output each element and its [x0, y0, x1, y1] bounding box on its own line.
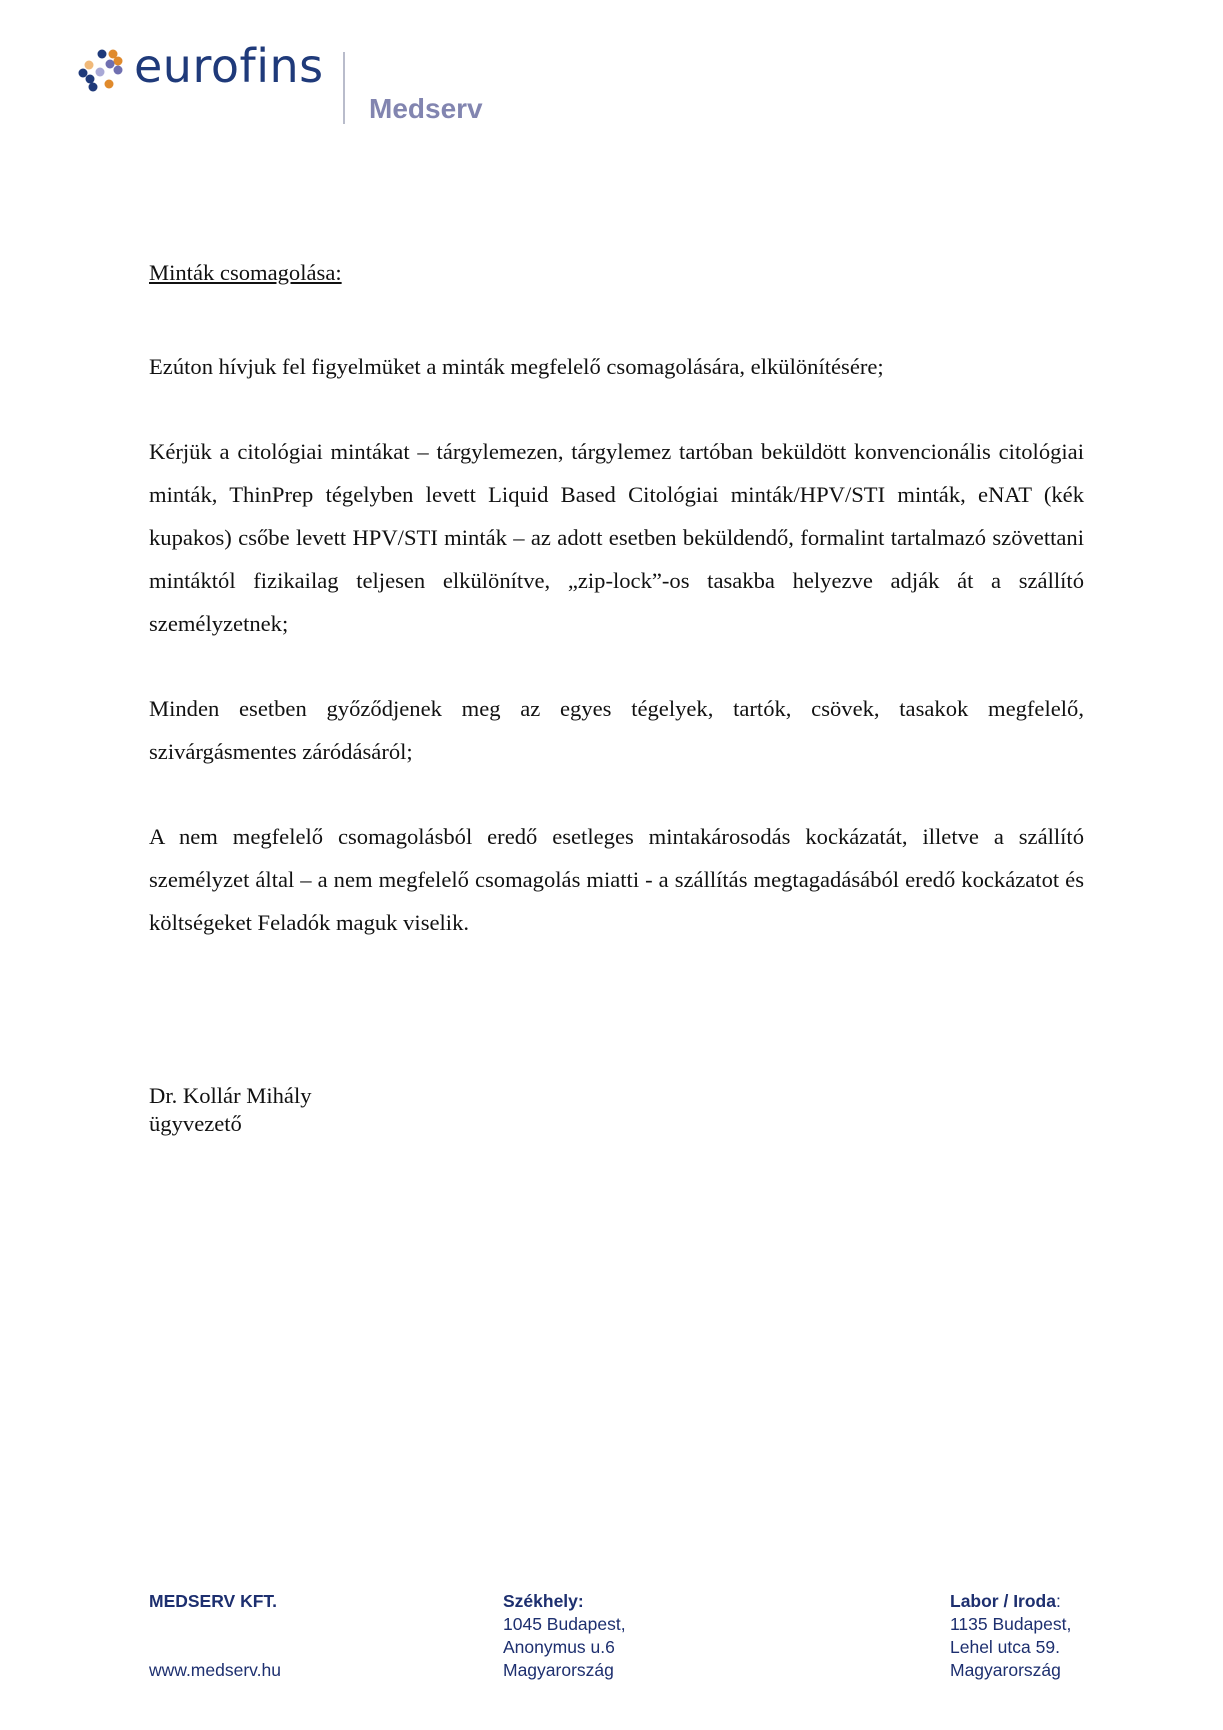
- footer-seat: [503, 1590, 626, 1682]
- lab-line: 1135 Budapest,: [950, 1614, 1072, 1634]
- lab-line: Magyarország: [950, 1660, 1061, 1680]
- signature-block: [149, 1082, 312, 1138]
- footer-company: [149, 1590, 449, 1682]
- paragraph-sealing: Minden esetben győződjenek meg az egyes tégelyek, tartók, csövek, tasakok megfelelő, szivárgásmentes záródásáról;: [149, 696, 1084, 764]
- seat-line: 1045 Budapest,: [503, 1614, 626, 1634]
- seat-label: Székhely:: [503, 1591, 584, 1611]
- brand-wordmark: eurofins: [134, 39, 324, 93]
- lab-colon: :: [1055, 1591, 1061, 1611]
- lab-label-row: [950, 1590, 1071, 1613]
- paragraph-intro: Ezúton hívjuk fel figyelmüket a minták megfelelő csomagolására, elkülönítésére;: [149, 354, 884, 379]
- paragraph-cytology: Kérjük a citológiai mintákat – tárgylemezen, tárgylemez tartóban beküldött konvencionális citológiai minták, ThinPrep tégelyben levett Liquid Based Citológiai minták/HPV/STI minták, eNAT (kék kupakos) csőbe levett HPV/STI minták – az adott esetben beküldendő, formalint tartalmazó szövettani mintáktól fizikailag teljesen elkülönítve, „zip-lock”-os tasakba helyezve adják át a szállító személyzetnek;: [149, 439, 1084, 636]
- heading-text: Minták csomagolása:: [149, 260, 342, 285]
- eurofins-dots-icon: [75, 40, 135, 100]
- letter-body: [149, 258, 1084, 944]
- seat-line: Anonymus u.6: [503, 1637, 615, 1657]
- signature-name: Dr. Kollár Mihály: [149, 1083, 312, 1108]
- paragraph-liability: A nem megfelelő csomagolásból eredő esetleges mintakárosodás kockázatát, illetve a szállító személyzet által – a nem megfelelő csomagolás miatti - a szállítás megtagadásából eredő kockázatot és költségeket Feladók maguk viselik.: [149, 824, 1084, 935]
- letter-heading: [149, 258, 1084, 288]
- footer-lab: [950, 1590, 1071, 1682]
- company-name: MEDSERV KFT.: [149, 1591, 278, 1611]
- logo-divider: [343, 52, 345, 124]
- sub-brand: Medserv: [369, 93, 483, 124]
- website-link[interactable]: www.medserv.hu: [149, 1660, 281, 1680]
- lab-label: Labor / Iroda: [950, 1591, 1056, 1611]
- lab-line: Lehel utca 59.: [950, 1637, 1060, 1657]
- signature-title: ügyvezető: [149, 1111, 242, 1136]
- seat-line: Magyarország: [503, 1660, 614, 1680]
